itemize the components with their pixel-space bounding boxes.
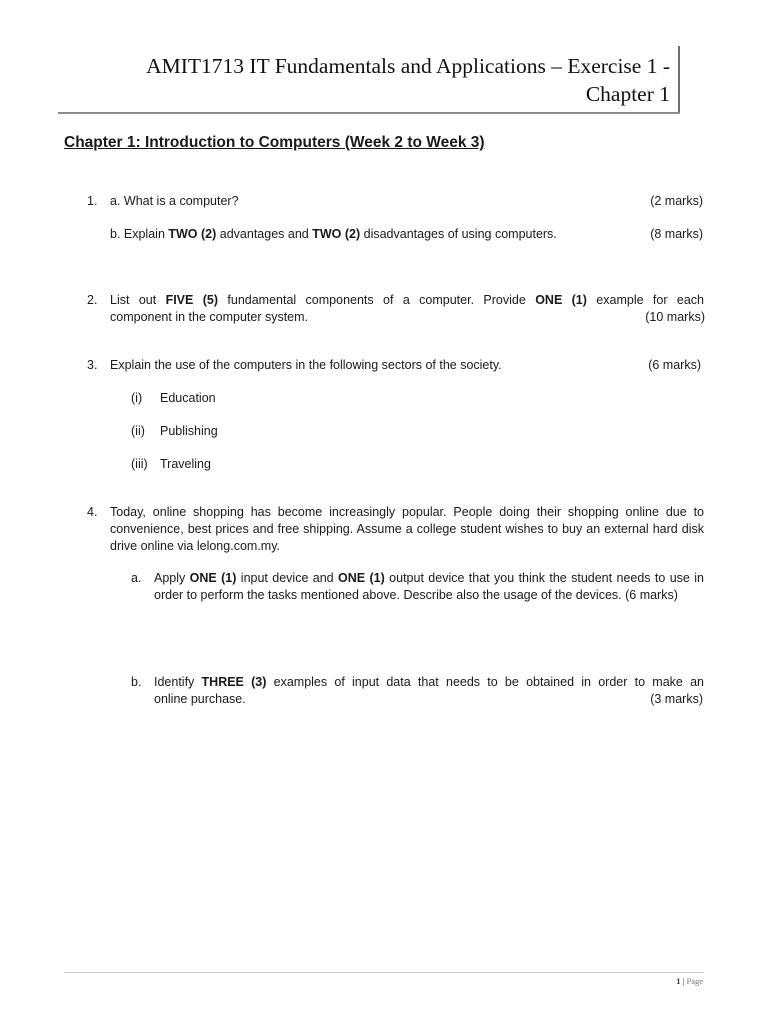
subquestion-letter: b.: [131, 675, 142, 689]
list-item-label: Publishing: [160, 424, 218, 438]
text-run: advantages and: [216, 227, 313, 241]
text-run: example for each: [586, 293, 704, 307]
question-3-marks: (6 marks): [648, 358, 701, 372]
question-4a-text: [154, 570, 704, 604]
question-4b-line2: online purchase.: [154, 692, 246, 706]
bold-run: FIVE (5): [165, 293, 219, 307]
chapter-title: Chapter 1: Introduction to Computers (Week 2 to Week 3): [64, 134, 485, 151]
list-item-roman: (ii): [131, 424, 145, 438]
question-1b-marks: (8 marks): [650, 227, 703, 241]
text-run: List out: [110, 293, 166, 307]
footer-rule: [64, 972, 704, 973]
document-header: [58, 46, 680, 114]
list-item-roman: (i): [131, 391, 143, 405]
question-4b-marks: (3 marks): [650, 692, 703, 706]
text-run: Identify: [154, 675, 202, 689]
text-run: disadvantages of using computers.: [360, 227, 557, 241]
list-item-label: Traveling: [160, 457, 211, 471]
question-2-line1: [110, 292, 704, 309]
header-vertical-rule: [678, 46, 680, 112]
header-title-line1: AMIT1713 IT Fundamentals and Applications – Exercise 1 -: [146, 54, 670, 78]
header-title-line2: Chapter 1: [585, 82, 670, 106]
text-run: input device and: [236, 571, 339, 585]
bold-run: ONE (1): [189, 571, 237, 585]
question-number: 3.: [87, 358, 98, 372]
question-1a-marks: (2 marks): [650, 194, 703, 208]
list-item-label: Education: [160, 391, 216, 405]
bold-run: TWO (2): [312, 227, 361, 241]
text-run: fundamental components of a computer. Provide: [218, 293, 536, 307]
text-run: output device that you think the student needs to use in order to perform the tasks mentioned above. Describe also the usage of the devices.: [154, 571, 704, 602]
page-separator: |: [680, 976, 687, 986]
question-3-text: Explain the use of the computers in the following sectors of the society.: [110, 358, 502, 372]
text-run: b. Explain: [110, 227, 169, 241]
text-run: Apply: [154, 571, 190, 585]
page-number: 1: [676, 976, 681, 986]
question-number: 1.: [87, 194, 98, 208]
bold-run: ONE (1): [535, 293, 587, 307]
list-item-roman: (iii): [131, 457, 148, 471]
question-1b-text: [110, 226, 557, 243]
question-2-marks: (10 marks): [645, 310, 705, 324]
bold-run: TWO (2): [168, 227, 217, 241]
text-run: examples of input data that needs to be obtained in order to make an: [266, 675, 704, 689]
bold-run: ONE (1): [338, 571, 385, 585]
question-4b-line1: [154, 674, 704, 691]
page-footer: [676, 976, 703, 986]
bold-run: THREE (3): [201, 675, 267, 689]
question-2-line2: component in the computer system.: [110, 310, 309, 324]
subquestion-letter: a.: [131, 571, 142, 585]
question-number: 2.: [87, 293, 98, 307]
question-number: 4.: [87, 505, 98, 519]
page-label: Page: [686, 976, 703, 986]
question-1a-text: a. What is a computer?: [110, 194, 239, 208]
question-4-intro: Today, online shopping has become increasingly popular. People doing their shopping online due to convenience, best prices and free shipping. Assume a college student wishes to buy an external hard disk drive online via lelong.com.my.: [110, 505, 704, 553]
question-4a-marks: (6 marks): [625, 588, 678, 602]
